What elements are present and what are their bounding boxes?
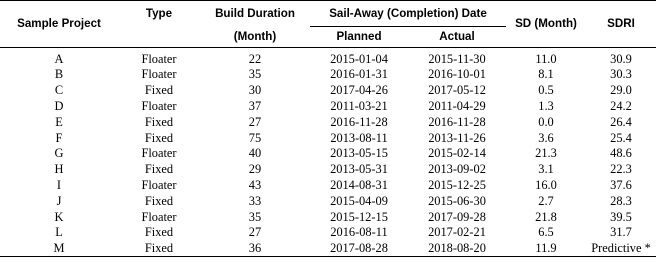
table-row (0, 225, 656, 241)
table-row (0, 83, 656, 99)
cell-project: C (54, 83, 64, 98)
cell-actual: 2011-04-29 (428, 99, 486, 114)
cell-type: Floater (141, 67, 177, 82)
cell-planned: 2015-12-15 (330, 209, 388, 224)
table-row (0, 67, 656, 83)
cell-sd: 3.6 (538, 130, 554, 145)
cell-sd: 8.1 (538, 67, 554, 82)
cell-type: Floater (141, 99, 177, 114)
cell-sdri: 31.7 (610, 225, 632, 240)
cell-planned: 2015-01-04 (330, 51, 388, 66)
cell-build-duration: 36 (248, 241, 262, 256)
cell-build-duration: 33 (248, 193, 262, 208)
header-sdri: SDRI (586, 1, 656, 48)
cell-project: D (54, 99, 64, 114)
cell-sd: 0.0 (538, 114, 554, 129)
cell-type: Fixed (144, 130, 174, 145)
cell-type: Floater (141, 146, 177, 161)
cell-sd: 16.0 (535, 178, 557, 193)
cell-type: Floater (141, 178, 177, 193)
cell-actual: 2018-08-20 (428, 241, 486, 256)
header-planned: Planned (336, 30, 382, 44)
cell-build-duration: 40 (248, 146, 262, 161)
cell-planned: 2016-01-31 (330, 67, 388, 82)
table-row (0, 114, 656, 130)
cell-actual: 2015-11-30 (428, 51, 486, 66)
cell-actual: 2017-09-28 (428, 209, 486, 224)
table-header (0, 1, 656, 48)
cell-planned: 2017-04-26 (330, 83, 388, 98)
cell-project: J (56, 193, 62, 208)
header-type-blank (118, 27, 200, 48)
cell-actual: 2017-02-21 (428, 225, 486, 240)
cell-planned: 2013-05-31 (330, 162, 388, 177)
cell-build-duration: 43 (248, 178, 262, 193)
cell-sd: 21.3 (535, 146, 557, 161)
cell-sdri: 39.5 (610, 209, 632, 224)
cell-sd: 2.7 (538, 193, 554, 208)
cell-planned: 2016-08-11 (330, 225, 388, 240)
cell-actual: 2015-02-14 (428, 146, 486, 161)
cell-build-duration: 35 (248, 209, 262, 224)
cell-project: H (54, 162, 64, 177)
header-actual: Actual (439, 30, 475, 44)
cell-sd: 11.9 (535, 241, 557, 256)
cell-build-duration: 22 (248, 51, 262, 66)
table-row (0, 98, 656, 114)
cell-type: Fixed (144, 114, 174, 129)
cell-sdri: 37.6 (610, 178, 632, 193)
cell-sd: 1.3 (538, 99, 554, 114)
cell-type: Floater (141, 51, 177, 66)
cell-project: A (54, 51, 64, 66)
cell-type: Fixed (144, 241, 174, 256)
cell-sdri: 24.2 (610, 99, 632, 114)
cell-type: Fixed (144, 225, 174, 240)
cell-sdri: 25.4 (610, 130, 632, 145)
cell-planned: 2015-04-09 (330, 193, 388, 208)
cell-project: B (54, 67, 64, 82)
cell-build-duration: 37 (248, 99, 262, 114)
cell-project: F (55, 130, 63, 145)
cell-planned: 2017-08-28 (330, 241, 388, 256)
cell-project: K (54, 209, 64, 224)
cell-sd: 21.8 (535, 209, 557, 224)
cell-project: M (53, 241, 65, 256)
cell-type: Fixed (144, 193, 174, 208)
cell-project: I (56, 178, 62, 193)
header-build-duration: Build Duration (215, 6, 295, 20)
table-row (0, 48, 656, 67)
table-row (0, 130, 656, 146)
header-sample-project: Sample Project (0, 1, 118, 48)
cell-sdri: 26.4 (610, 114, 632, 129)
cell-sd: 11.0 (535, 51, 557, 66)
table-row (0, 193, 656, 209)
cell-actual: 2015-12-25 (428, 178, 486, 193)
cell-planned: 2011-03-21 (330, 99, 388, 114)
cell-planned: 2013-08-11 (330, 130, 388, 145)
cell-sdri: 29.0 (610, 83, 632, 98)
header-sail-away: Sail-Away (Completion) Date (310, 1, 506, 27)
cell-planned: 2016-11-28 (330, 114, 388, 129)
cell-actual: 2013-09-02 (428, 162, 486, 177)
cell-sdri: 22.3 (610, 162, 632, 177)
cell-type: Fixed (144, 83, 174, 98)
cell-planned: 2014-08-31 (330, 178, 388, 193)
header-type: Type (145, 6, 173, 20)
cell-build-duration: 30 (248, 83, 262, 98)
table-body (0, 48, 656, 257)
cell-planned: 2013-05-15 (330, 146, 388, 161)
cell-sdri: 30.9 (610, 51, 632, 66)
cell-sd: 6.5 (538, 225, 554, 240)
table-row (0, 209, 656, 225)
cell-project: L (55, 225, 63, 240)
header-build-duration-unit: (Month) (233, 29, 277, 43)
cell-actual: 2016-10-01 (428, 67, 486, 82)
cell-sdri: 30.3 (610, 67, 632, 82)
table-row (0, 146, 656, 162)
cell-type: Floater (141, 209, 177, 224)
cell-build-duration: 29 (248, 162, 262, 177)
cell-actual: 2017-05-12 (428, 83, 486, 98)
cell-project: E (55, 114, 63, 129)
cell-project: G (54, 146, 64, 161)
table-row (0, 162, 656, 178)
cell-actual: 2015-06-30 (428, 193, 486, 208)
cell-sd: 0.5 (538, 83, 554, 98)
cell-sdri: Predictive * (591, 241, 651, 256)
cell-sdri: 48.6 (610, 146, 632, 161)
cell-type: Fixed (144, 162, 174, 177)
cell-actual: 2013-11-26 (428, 130, 486, 145)
table-row (0, 177, 656, 193)
cell-build-duration: 27 (248, 225, 262, 240)
cell-build-duration: 27 (248, 114, 262, 129)
cell-build-duration: 75 (248, 130, 262, 145)
cell-sd: 3.1 (538, 162, 554, 177)
cell-build-duration: 35 (248, 67, 262, 82)
cell-actual: 2016-11-28 (428, 114, 486, 129)
table-row (0, 241, 656, 257)
cell-sdri: 28.3 (610, 193, 632, 208)
header-sd-month: SD (Month) (506, 1, 586, 48)
